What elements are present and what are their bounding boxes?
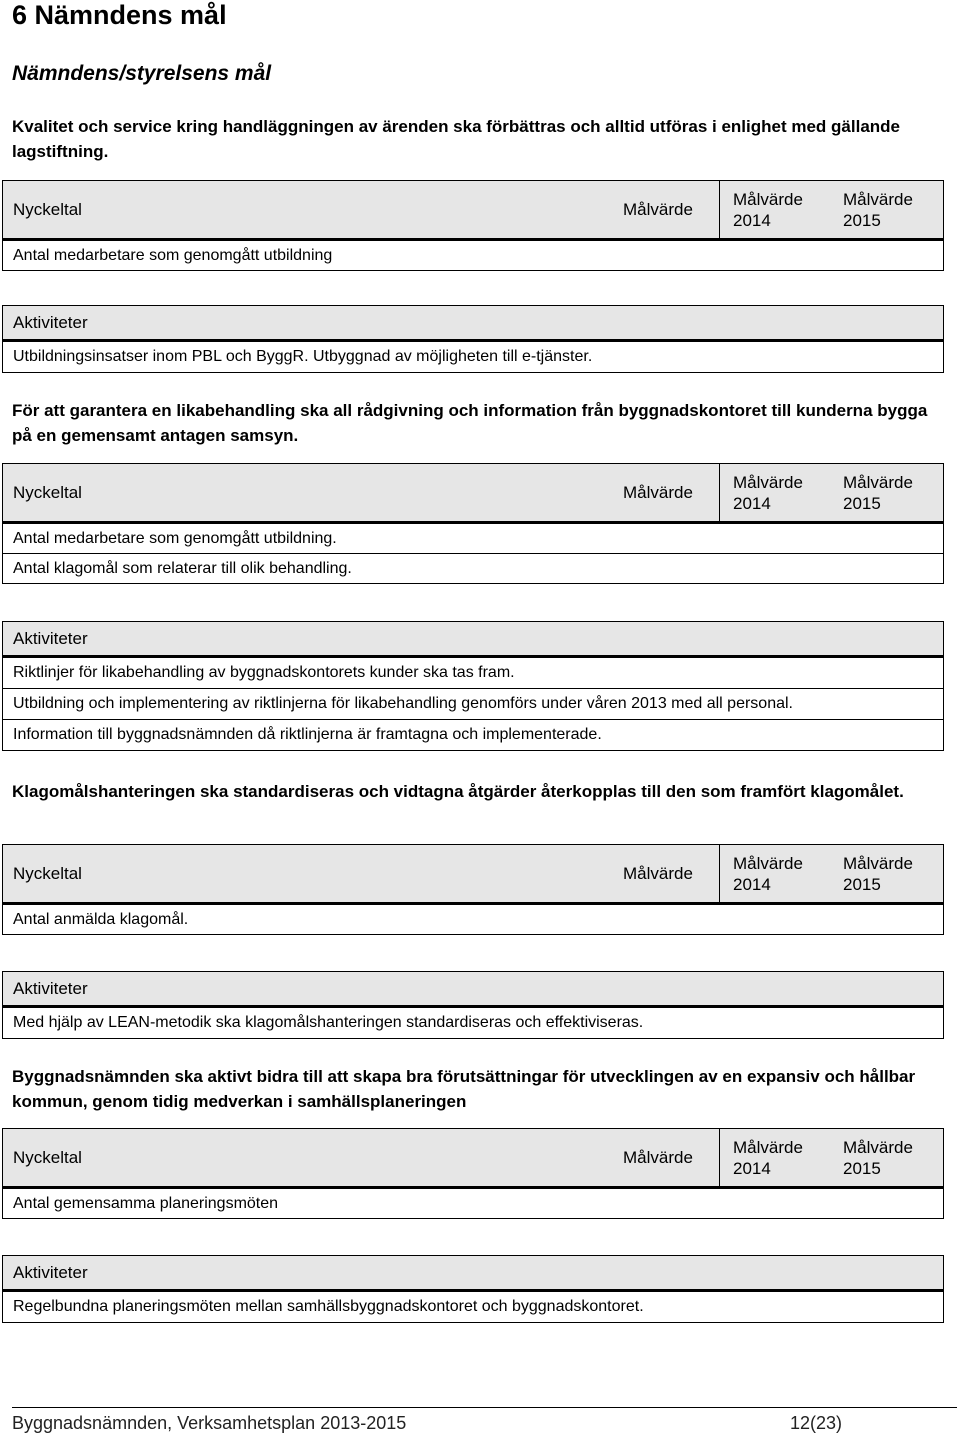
nyckeltal-table bbox=[2, 1128, 944, 1219]
goal-title: Byggnadsnämnden ska aktivt bidra till att skapa bra förutsättningar för utvecklingen av en expansiv och hållbar kommun, genom tidig medverkan i samhällsplaneringen bbox=[12, 1067, 916, 1111]
malvarde-2014-header: Målvärde 2014 bbox=[733, 189, 803, 230]
nyckeltal-table bbox=[2, 844, 944, 935]
goal-title: Klagomålshanteringen ska standardiseras och vidtagna åtgärder återkopplas till den som framfört klagomålet. bbox=[12, 782, 904, 801]
malvarde-2014-header: Målvärde 2014 bbox=[733, 472, 803, 513]
malvarde-2015-header: Målvärde 2015 bbox=[843, 853, 913, 894]
malvarde-2015-header: Målvärde 2015 bbox=[843, 1137, 913, 1178]
aktiviteter-table bbox=[2, 305, 944, 373]
footer-divider bbox=[12, 1407, 957, 1408]
goal-title: För att garantera en likabehandling ska all rådgivning och information från byggnadskontoret till kunderna bygga på en gemensamt antagen samsyn. bbox=[12, 401, 928, 445]
aktiviteter-header: Aktiviteter bbox=[3, 622, 943, 658]
aktivitet-row: Information till byggnadsnämnden då riktlinjerna är framtagna och implementerade. bbox=[3, 719, 943, 750]
aktiviteter-header: Aktiviteter bbox=[3, 306, 943, 342]
footer-document-title: Byggnadsnämnden, Verksamhetsplan 2013-2015 bbox=[12, 1413, 407, 1433]
aktiviteter-table bbox=[2, 1255, 944, 1323]
malvarde-header: Målvärde bbox=[623, 863, 693, 883]
malvarde-header: Målvärde bbox=[623, 199, 693, 219]
aktivitet-row: Regelbundna planeringsmöten mellan samhällsbyggnadskontoret och byggnadskontoret. bbox=[13, 1298, 644, 1315]
nyckeltal-row: Antal gemensamma planeringsmöten bbox=[13, 1195, 279, 1212]
nyckeltal-header: Nyckeltal bbox=[13, 1147, 82, 1167]
malvarde-2014-header: Målvärde 2014 bbox=[733, 853, 803, 894]
malvarde-2015-header: Målvärde 2015 bbox=[843, 189, 913, 230]
malvarde-header: Målvärde bbox=[623, 482, 693, 502]
malvarde-2015-header: Målvärde 2015 bbox=[843, 472, 913, 513]
nyckeltal-header: Nyckeltal bbox=[13, 482, 82, 502]
aktiviteter-table bbox=[2, 971, 944, 1039]
nyckeltal-table-header bbox=[3, 464, 943, 524]
nyckeltal-table-header bbox=[3, 1129, 943, 1189]
nyckeltal-table bbox=[2, 180, 944, 271]
malvarde-2014-header: Målvärde 2014 bbox=[733, 1137, 803, 1178]
malvarde-header: Målvärde bbox=[623, 1147, 693, 1167]
aktivitet-row: Utbildningsinsatser inom PBL och ByggR. Utbyggnad av möjligheten till e-tjänster. bbox=[13, 348, 593, 365]
aktivitet-row: Utbildning och implementering av riktlinjerna för likabehandling genomförs under våren 2013 med all personal. bbox=[3, 688, 943, 719]
aktiviteter-table bbox=[2, 621, 944, 751]
nyckeltal-table-header bbox=[3, 845, 943, 905]
nyckeltal-header: Nyckeltal bbox=[13, 199, 82, 219]
nyckeltal-row: Antal anmälda klagomål. bbox=[13, 911, 189, 928]
nyckeltal-row: Antal medarbetare som genomgått utbildning bbox=[13, 247, 333, 264]
nyckeltal-header: Nyckeltal bbox=[13, 863, 82, 883]
aktivitet-row: Riktlinjer för likabehandling av byggnadskontorets kunder ska tas fram. bbox=[13, 664, 515, 681]
nyckeltal-table-header bbox=[3, 181, 943, 241]
nyckeltal-table bbox=[2, 463, 944, 584]
aktivitet-row: Med hjälp av LEAN-metodik ska klagomålshanteringen standardiseras och effektiviseras. bbox=[13, 1014, 644, 1031]
page-heading: 6 Nämndens mål bbox=[12, 0, 227, 30]
nyckeltal-row: Antal klagomål som relaterar till olik behandling. bbox=[3, 553, 943, 583]
section-subheading: Nämndens/styrelsens mål bbox=[12, 62, 272, 85]
aktiviteter-header: Aktiviteter bbox=[3, 972, 943, 1008]
goal-title: Kvalitet och service kring handläggningen av ärenden ska förbättras och alltid utföras i enlighet med gällande lagstiftning. bbox=[12, 117, 900, 161]
footer-page-number: 12(23) bbox=[790, 1413, 843, 1433]
nyckeltal-row: Antal medarbetare som genomgått utbildning. bbox=[13, 530, 337, 547]
aktiviteter-header: Aktiviteter bbox=[3, 1256, 943, 1292]
